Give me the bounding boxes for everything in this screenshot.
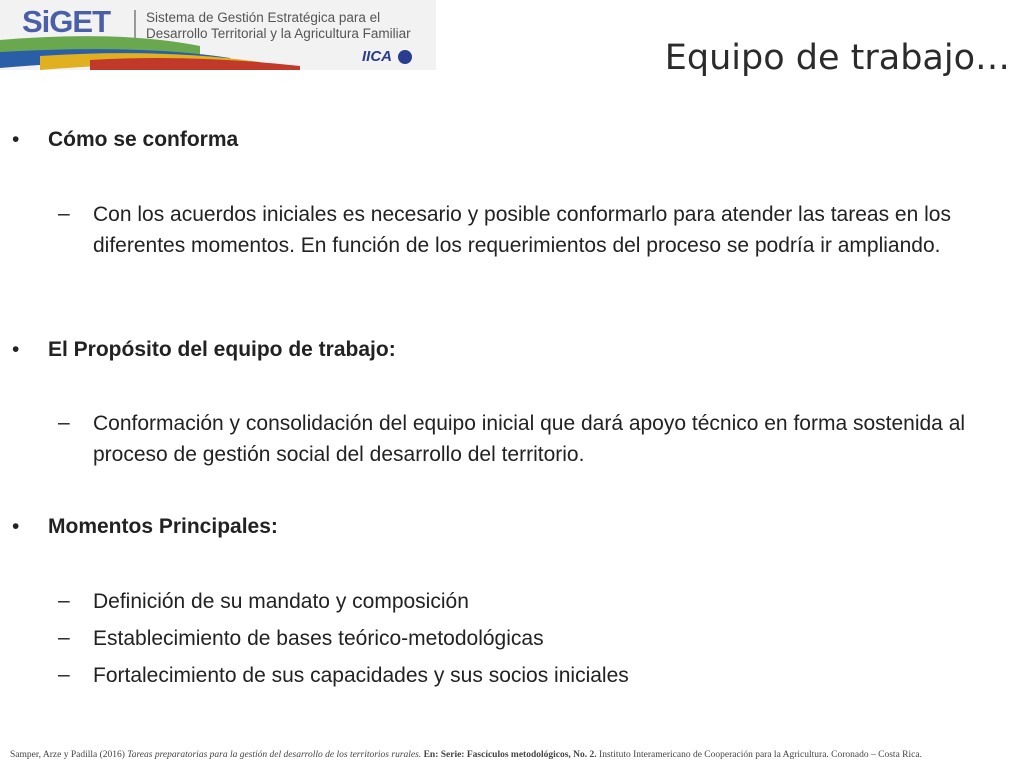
subtitle-line-2: Desarrollo Territorial y la Agricultura Familiar [146, 26, 411, 41]
dash-icon: – [58, 411, 70, 434]
footer-work: Tareas preparatorias para la gestión del desarrollo de los territorios rurales. [127, 750, 422, 760]
dash-icon: – [58, 589, 70, 612]
siget-logo: SiGET [22, 4, 111, 39]
bullet-icon: • [12, 515, 20, 538]
section-heading-2: El Propósito del equipo de trabajo: [48, 338, 396, 361]
section-3-item-3: Fortalecimiento de sus capacidades y sus socios iniciales [93, 664, 629, 687]
section-heading-3: Momentos Principales: [48, 515, 278, 538]
section-1-item-1: Con los acuerdos iniciales es necesario y posible conformarlo para atender las tareas en los diferentes momentos. En función de los requerimientos del proceso se podría ir ampliando. [93, 203, 951, 257]
section-3-item-2: Establecimiento de bases teórico-metodológicas [93, 627, 544, 650]
bullet-icon: • [12, 338, 20, 361]
subtitle-line-1: Sistema de Gestión Estratégica para el [146, 10, 381, 25]
bullet-icon: • [12, 128, 20, 151]
section-3-item-1: Definición de su mandato y composición [93, 590, 469, 613]
slide-title: Equipo de trabajo… [664, 38, 1010, 78]
dash-icon: – [58, 626, 70, 649]
footer-citation [10, 750, 1020, 760]
iica-logo: IICA [362, 48, 392, 65]
section-2-item-1: Conformación y consolidación del equipo inicial que dará apoyo técnico en forma sostenida al proceso de gestión social del desarrollo del territorio. [93, 412, 966, 466]
footer-authors: Samper, Arze y Padilla (2016) [10, 750, 125, 760]
dash-icon: – [58, 663, 70, 686]
section-heading-1: Cómo se conforma [48, 128, 239, 151]
footer-series: En: Serie: Fascículos metodológicos, No. 2. [423, 750, 597, 760]
footer-publisher: Instituto Interamericano de Cooperación para la Agricultura. Coronado – Costa Rica. [599, 750, 922, 760]
dash-icon: – [58, 202, 70, 225]
